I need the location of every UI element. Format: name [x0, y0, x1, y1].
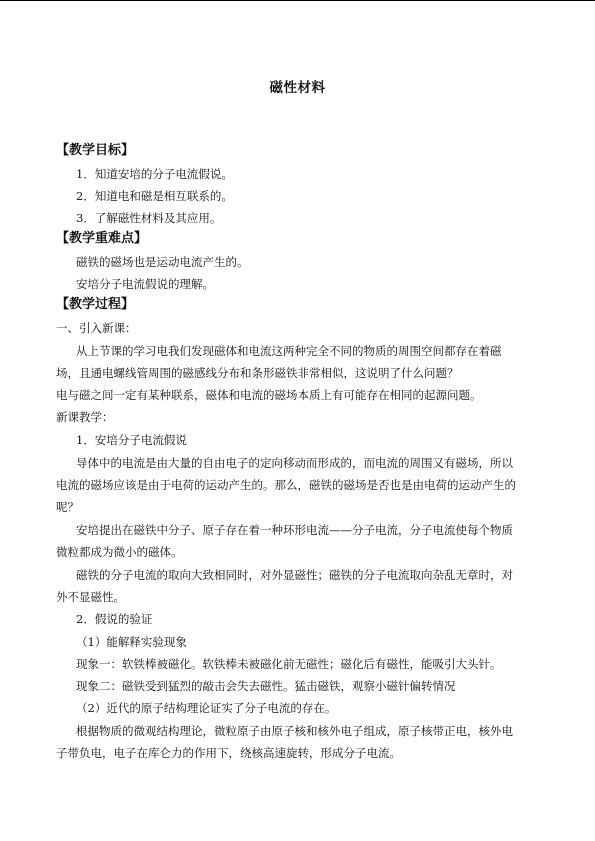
- process-line: 磁铁的分子电流的取向大致相同时，对外显磁性；磁铁的分子电流取向杂乱无章时，对: [76, 568, 513, 582]
- goal-item: 1．知道安培的分子电流假说。: [76, 167, 233, 181]
- process-line: 现象一：软铁棒被磁化。软铁棒未被磁化前无磁性；磁化后有磁性，能吸引大头针。: [76, 657, 502, 671]
- goal-item: 2．知道电和磁是相互联系的。: [76, 189, 233, 203]
- process-line: 从上节课的学习电我们发现磁体和电流这两种完全不同的物质的周围空间都存在着磁: [76, 344, 502, 358]
- process-line: （1）能解释实验现象: [76, 635, 187, 649]
- section-heading-keypoints: 【教学重难点】: [56, 231, 148, 246]
- process-line: 外不显磁性。: [56, 590, 125, 604]
- process-line: 电与磁之间一定有某种联系，磁体和电流的磁场本质上有可能存在相同的起源问题。: [56, 388, 482, 402]
- process-line: 现象二：磁铁受到猛烈的敲击会失去磁性。猛击磁铁，观察小磁针偏转情况: [76, 679, 456, 693]
- process-line: 安培提出在磁铁中分子、原子存在着一种环形电流——分子电流，分子电流使每个物质: [76, 523, 513, 537]
- section-heading-process: 【教学过程】: [56, 297, 135, 312]
- page-title: 磁性材料: [269, 80, 326, 96]
- process-line: （2）近代的原子结构理论证实了分子电流的存在。: [76, 701, 337, 715]
- process-line: 新课教学：: [56, 410, 114, 424]
- keypoint-item: 磁铁的磁场也是运动电流产生的。: [76, 255, 249, 269]
- process-line: 电流的磁场应该是由于电荷的运动产生的。那么，磁铁的磁场是否也是由电荷的运动产生的: [56, 478, 516, 492]
- process-line: 一、引入新课：: [56, 321, 137, 335]
- section-heading-goals: 【教学目标】: [56, 143, 135, 158]
- process-line: 微粒都成为微小的磁体。: [56, 545, 183, 559]
- process-line: 子带负电，电子在库仑力的作用下，绕核高速旋转，形成分子电流。: [56, 746, 401, 760]
- process-line: 根据物质的微观结构理论，微粒原子由原子核和核外电子组成，原子核带正电，核外电: [76, 724, 513, 738]
- goal-item: 3．了解磁性材料及其应用。: [76, 211, 222, 225]
- process-line: 呢？: [56, 500, 79, 514]
- top-border-line: [0, 0, 595, 1]
- process-line: 1．安培分子电流假说: [76, 433, 187, 447]
- process-line: 2．假说的验证: [76, 612, 153, 626]
- process-line: 场，且通电螺线管周围的磁感线分布和条形磁铁非常相似，这说明了什么问题？: [56, 366, 459, 380]
- process-line: 导体中的电流是由大量的自由电子的定向移动而形成的，而电流的周围又有磁场，所以: [76, 456, 513, 470]
- keypoint-item: 安培分子电流假说的理解。: [76, 277, 214, 291]
